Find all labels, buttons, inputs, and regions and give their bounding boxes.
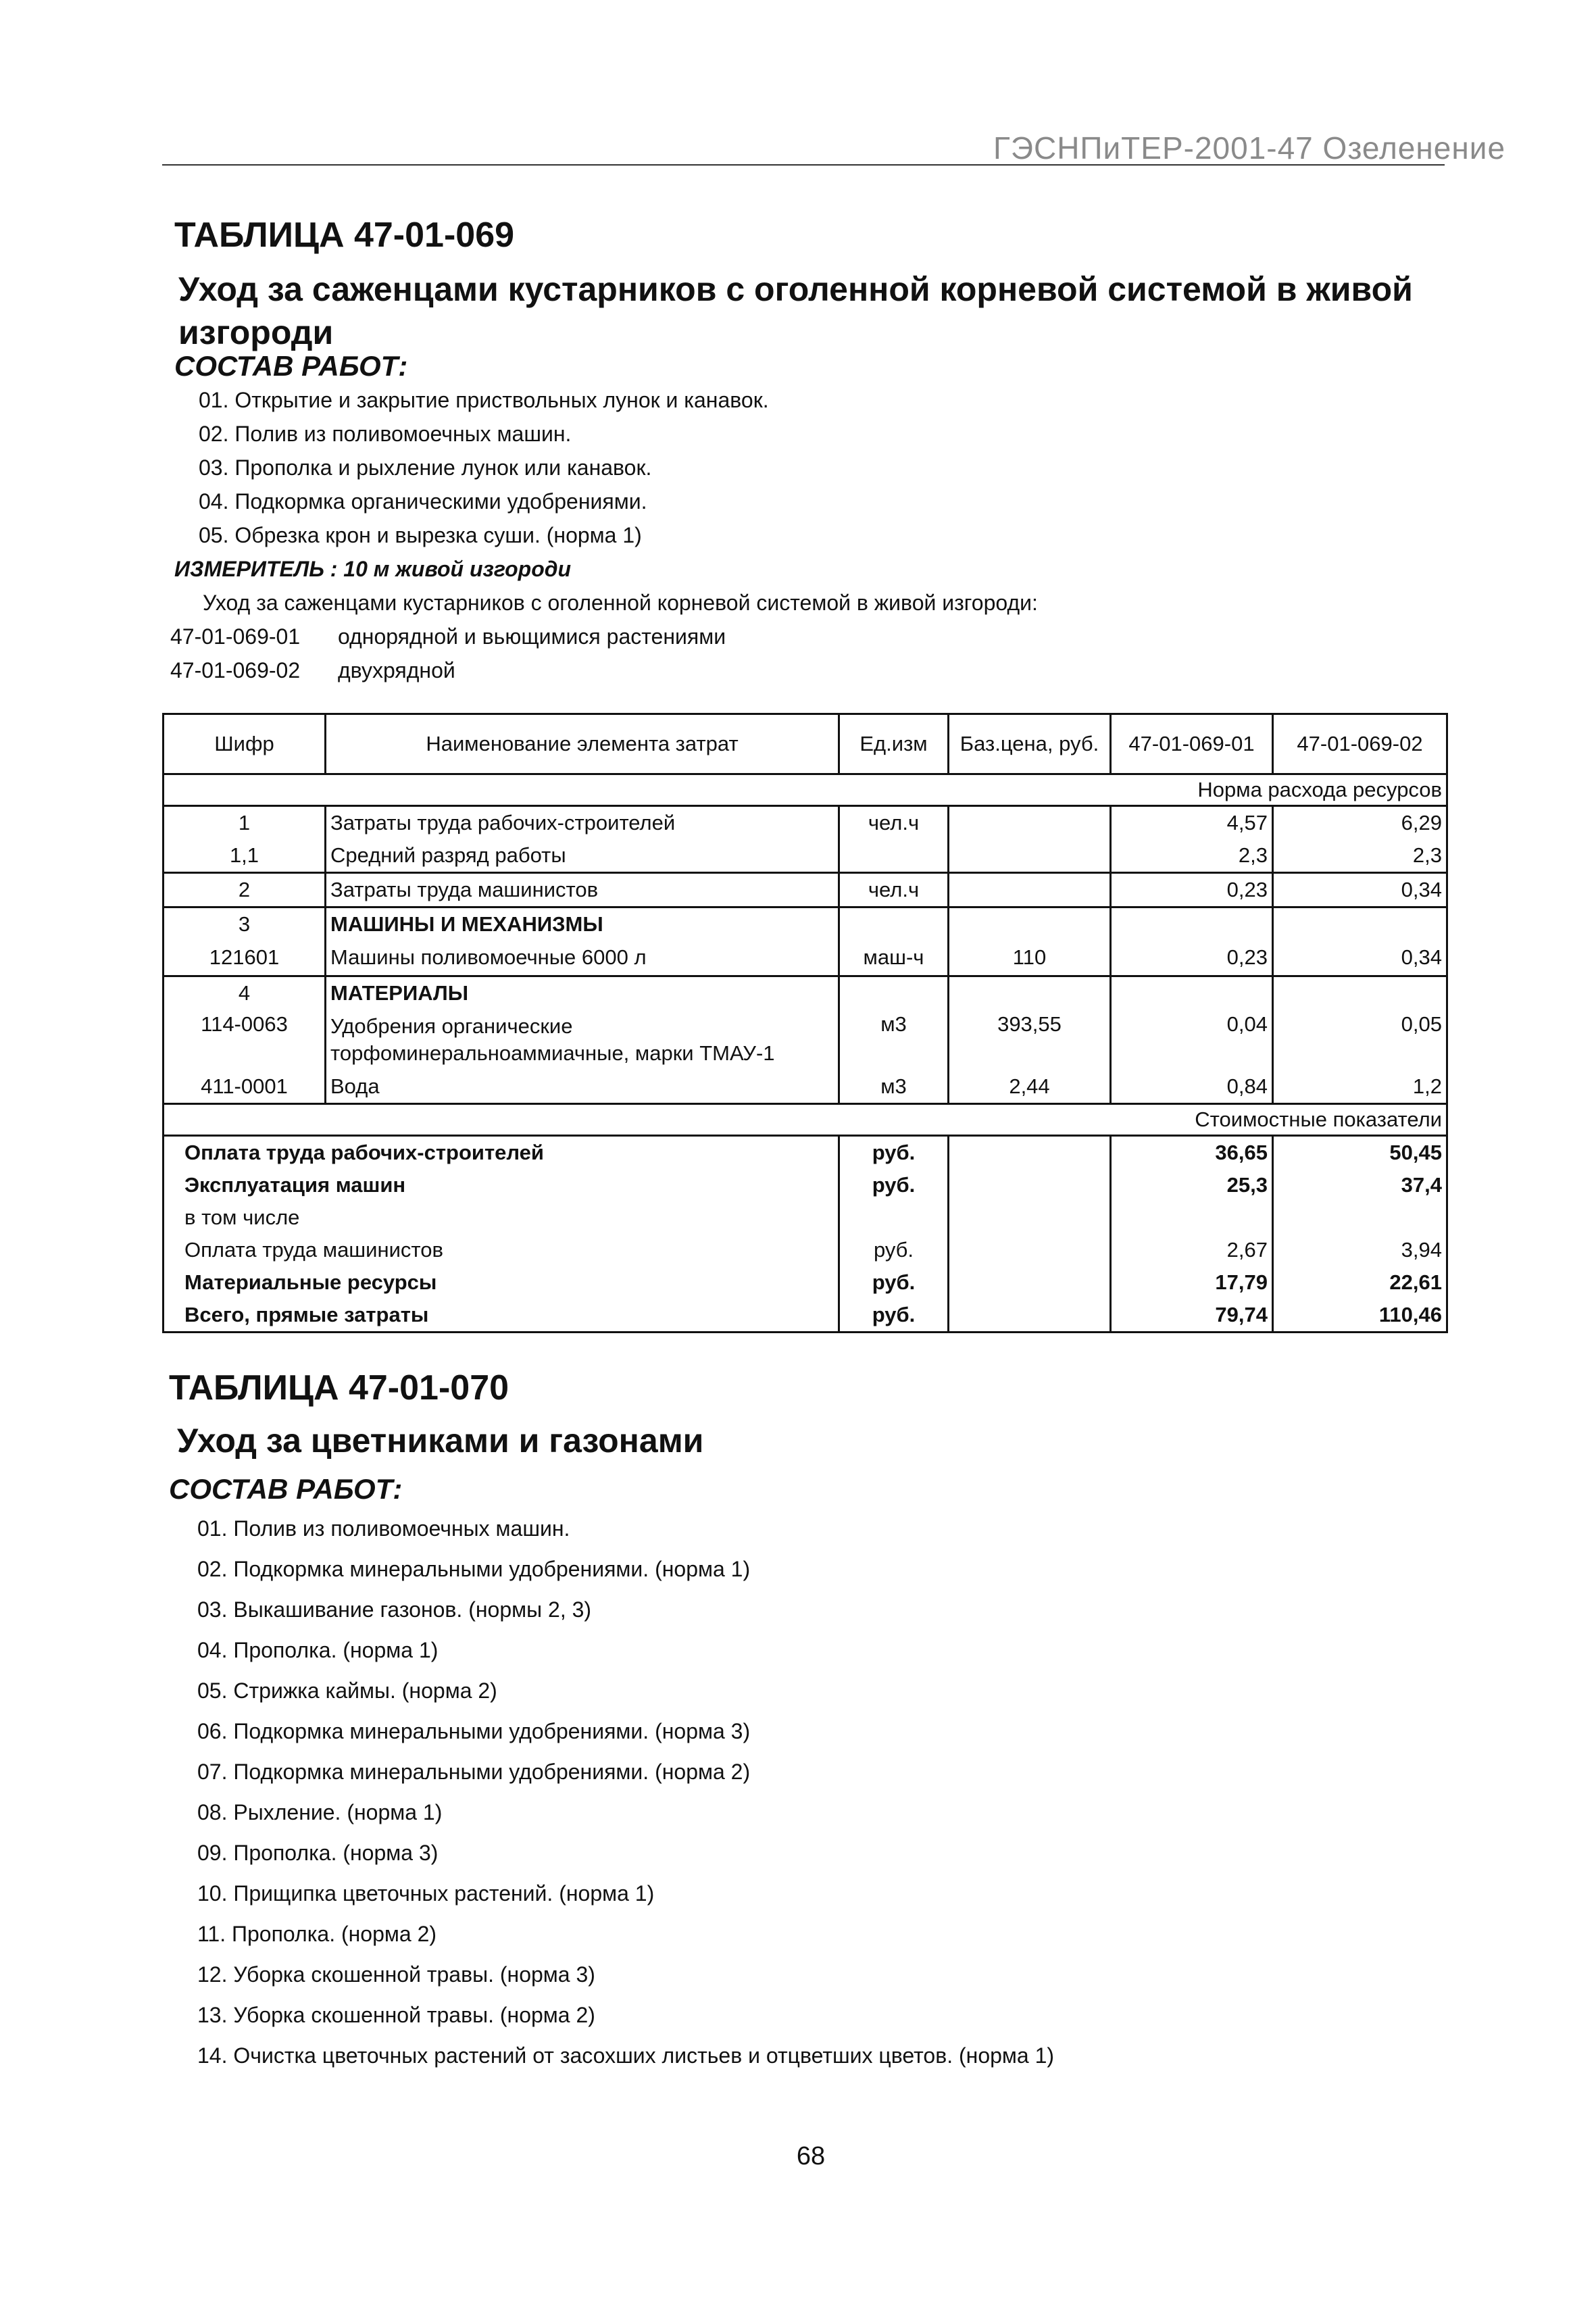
cost-price — [949, 1299, 1111, 1333]
cell-unit: чел.ч — [839, 873, 949, 907]
cell-unit: маш-ч — [839, 941, 949, 976]
table2-work-item: 11. Прополка. (норма 2) — [197, 1922, 437, 1946]
cost-name: Оплата труда машинистов — [164, 1234, 839, 1266]
table-row — [164, 873, 1447, 907]
cell-code: 1,1 — [164, 839, 326, 873]
cost-unit: руб. — [839, 1135, 949, 1169]
cell-code: 114-0063 — [164, 1010, 326, 1070]
cell-price — [949, 806, 1111, 840]
cost-name: Всего, прямые затраты — [164, 1299, 839, 1333]
cell-name: Машины поливомоечные 6000 л — [326, 941, 839, 976]
cost-row — [164, 1266, 1447, 1299]
header-rule — [162, 164, 1445, 166]
cell-value-1 — [1111, 907, 1273, 941]
cell-name: Средний разряд работы — [326, 839, 839, 873]
cost-price — [949, 1201, 1111, 1234]
variant-code: 47-01-069-02 — [170, 658, 301, 682]
cost-value-2: 110,46 — [1273, 1299, 1447, 1333]
table2-heading: ТАБЛИЦА 47-01-070 — [169, 1368, 509, 1408]
column-header: Баз.цена, руб. — [949, 714, 1111, 774]
cell-code: 1 — [164, 806, 326, 840]
band-costs: Стоимостные показатели — [164, 1103, 1447, 1135]
cell-value-2 — [1273, 976, 1447, 1010]
cell-unit — [839, 907, 949, 941]
table2-work-item: 10. Прищипка цветочных растений. (норма 1) — [197, 1881, 655, 1906]
variant-text: двухрядной — [338, 658, 455, 682]
cell-price — [949, 907, 1111, 941]
running-header: ГЭСНПиТЕР-2001-47 Озеленение — [993, 130, 1506, 166]
cell-value-2: 0,05 — [1273, 1010, 1447, 1070]
cell-value-2: 1,2 — [1273, 1070, 1447, 1104]
cell-price — [949, 839, 1111, 873]
table2-composition-label: СОСТАВ РАБОТ: — [169, 1473, 403, 1505]
cost-unit: руб. — [839, 1234, 949, 1266]
column-header: Шифр — [164, 714, 326, 774]
column-header: Наименование элемента затрат — [326, 714, 839, 774]
cost-value-2: 37,4 — [1273, 1169, 1447, 1201]
table-row — [164, 907, 1447, 941]
cell-value-2: 0,34 — [1273, 873, 1447, 907]
cell-unit: м3 — [839, 1070, 949, 1104]
cell-value-1: 0,04 — [1111, 1010, 1273, 1070]
table2-work-item: 05. Стрижка каймы. (норма 2) — [197, 1678, 497, 1703]
cost-price — [949, 1234, 1111, 1266]
table2-work-item: 12. Уборка скошенной травы. (норма 3) — [197, 1962, 595, 1987]
cost-row — [164, 1299, 1447, 1333]
table1-heading: ТАБЛИЦА 47-01-069 — [174, 216, 515, 255]
cost-name: в том числе — [164, 1201, 839, 1234]
cell-name: МАШИНЫ И МЕХАНИЗМЫ — [326, 907, 839, 941]
cost-row — [164, 1135, 1447, 1169]
cost-value-1: 36,65 — [1111, 1135, 1273, 1169]
cost-name: Эксплуатация машин — [164, 1169, 839, 1201]
table1-intro: Уход за саженцами кустарников с оголенной корневой системой в живой изгороди: — [203, 591, 1038, 615]
cell-name: Затраты труда машинистов — [326, 873, 839, 907]
band-resources: Норма расхода ресурсов — [164, 774, 1447, 806]
cost-row — [164, 1234, 1447, 1266]
cost-name: Оплата труда рабочих-строителей — [164, 1135, 839, 1169]
cell-price: 2,44 — [949, 1070, 1111, 1104]
cell-value-1 — [1111, 976, 1273, 1010]
table-row — [164, 941, 1447, 976]
cell-name: Вода — [326, 1070, 839, 1104]
cost-name: Материальные ресурсы — [164, 1266, 839, 1299]
table2-work-item: 02. Подкормка минеральными удобрениями. (норма 1) — [197, 1557, 751, 1581]
cost-row — [164, 1169, 1447, 1201]
table2-work-item: 13. Уборка скошенной травы. (норма 2) — [197, 2003, 595, 2027]
column-header: 47-01-069-01 — [1111, 714, 1273, 774]
cost-value-1 — [1111, 1201, 1273, 1234]
cell-code: 121601 — [164, 941, 326, 976]
cell-name: Затраты труда рабочих-строителей — [326, 806, 839, 840]
table-row — [164, 839, 1447, 873]
cell-code: 411-0001 — [164, 1070, 326, 1104]
cell-name: МАТЕРИАЛЫ — [326, 976, 839, 1010]
cost-unit: руб. — [839, 1299, 949, 1333]
cell-price — [949, 873, 1111, 907]
variant-code: 47-01-069-01 — [170, 624, 301, 649]
cell-value-1: 2,3 — [1111, 839, 1273, 873]
table-header-row — [164, 714, 1447, 774]
table2-work-item: 08. Рыхление. (норма 1) — [197, 1800, 443, 1824]
table2-work-item: 03. Выкашивание газонов. (нормы 2, 3) — [197, 1597, 592, 1622]
cost-value-2 — [1273, 1201, 1447, 1234]
cost-price — [949, 1135, 1111, 1169]
cell-value-1: 0,23 — [1111, 873, 1273, 907]
cost-unit — [839, 1201, 949, 1234]
table1-composition-label: СОСТАВ РАБОТ: — [174, 350, 408, 382]
cost-price — [949, 1169, 1111, 1201]
cell-code: 3 — [164, 907, 326, 941]
table1-work-item: 04. Подкормка органическими удобрениями. — [199, 489, 647, 514]
variant-text: однорядной и вьющимися растениями — [338, 624, 726, 649]
cell-value-2 — [1273, 907, 1447, 941]
cell-price — [949, 976, 1111, 1010]
table1-work-item: 01. Открытие и закрытие приствольных лунок и канавок. — [199, 388, 769, 412]
cost-unit: руб. — [839, 1169, 949, 1201]
page-number: 68 — [796, 2142, 826, 2170]
band-row — [164, 774, 1447, 806]
cost-value-2: 50,45 — [1273, 1135, 1447, 1169]
table-row — [164, 1010, 1447, 1070]
table1-meter: ИЗМЕРИТЕЛЬ : 10 м живой изгороди — [174, 557, 572, 581]
resource-costs-table — [162, 713, 1448, 1333]
cell-price: 393,55 — [949, 1010, 1111, 1070]
column-header: Ед.изм — [839, 714, 949, 774]
cost-value-1: 25,3 — [1111, 1169, 1273, 1201]
cell-value-2: 0,34 — [1273, 941, 1447, 976]
cell-price: 110 — [949, 941, 1111, 976]
table2-work-item: 09. Прополка. (норма 3) — [197, 1841, 439, 1865]
cell-value-2: 6,29 — [1273, 806, 1447, 840]
band-row — [164, 1103, 1447, 1135]
cost-row — [164, 1201, 1447, 1234]
table2-work-item: 04. Прополка. (норма 1) — [197, 1638, 439, 1662]
cost-value-1: 17,79 — [1111, 1266, 1273, 1299]
table2-work-item: 06. Подкормка минеральными удобрениями. (норма 3) — [197, 1719, 751, 1743]
cell-code: 4 — [164, 976, 326, 1010]
table-row — [164, 806, 1447, 840]
table1-work-item: 03. Прополка и рыхление лунок или канавок. — [199, 455, 652, 480]
table2-title: Уход за цветниками и газонами — [177, 1422, 704, 1460]
cost-unit: руб. — [839, 1266, 949, 1299]
table2-work-item: 07. Подкормка минеральными удобрениями. (норма 2) — [197, 1760, 751, 1784]
cell-code: 2 — [164, 873, 326, 907]
table1-title: Уход за саженцами кустарников с оголенной корневой системой в живой изгороди — [178, 270, 1413, 351]
cell-value-1: 4,57 — [1111, 806, 1273, 840]
cost-value-1: 2,67 — [1111, 1234, 1273, 1266]
table2-work-item: 01. Полив из поливомоечных машин. — [197, 1516, 570, 1541]
cost-value-2: 3,94 — [1273, 1234, 1447, 1266]
cell-unit — [839, 976, 949, 1010]
cost-value-1: 79,74 — [1111, 1299, 1273, 1333]
cell-name: Удобрения органические торфоминеральноаммиачные, марки ТМАУ-1 — [326, 1010, 839, 1070]
cost-price — [949, 1266, 1111, 1299]
column-header: 47-01-069-02 — [1273, 714, 1447, 774]
cost-value-2: 22,61 — [1273, 1266, 1447, 1299]
cell-unit: м3 — [839, 1010, 949, 1070]
table2-work-item: 14. Очистка цветочных растений от засохших листьев и отцветших цветов. (норма 1) — [197, 2043, 1055, 2068]
table1-work-item: 05. Обрезка крон и вырезка суши. (норма 1) — [199, 523, 642, 547]
cell-unit — [839, 839, 949, 873]
cell-unit: чел.ч — [839, 806, 949, 840]
cell-value-1: 0,23 — [1111, 941, 1273, 976]
cell-value-1: 0,84 — [1111, 1070, 1273, 1104]
table1-work-item: 02. Полив из поливомоечных машин. — [199, 422, 572, 446]
table-row — [164, 976, 1447, 1010]
cell-value-2: 2,3 — [1273, 839, 1447, 873]
table-row — [164, 1070, 1447, 1104]
